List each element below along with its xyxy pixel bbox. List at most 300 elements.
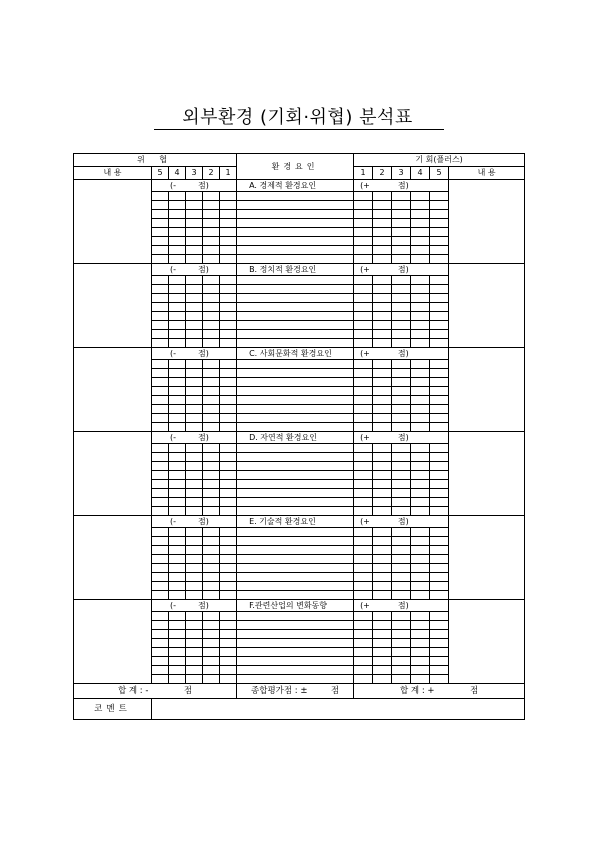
threat-score-cell[interactable] [220, 471, 237, 480]
threat-score-cell[interactable] [152, 321, 169, 330]
factor-entry-cell[interactable] [237, 330, 354, 339]
threat-score-cell[interactable] [186, 219, 203, 228]
threat-score-cell[interactable] [152, 414, 169, 423]
threat-score-cell[interactable] [203, 555, 220, 564]
threat-score-cell[interactable] [152, 201, 169, 210]
threat-score-cell[interactable] [186, 648, 203, 657]
threat-score-cell[interactable] [169, 210, 186, 219]
opportunity-score-cell[interactable] [373, 330, 392, 339]
threat-score-cell[interactable] [169, 246, 186, 255]
opportunity-score-cell[interactable] [373, 423, 392, 432]
opportunity-score-cell[interactable] [392, 480, 411, 489]
opportunity-score-cell[interactable] [354, 444, 373, 453]
factor-entry-cell[interactable] [237, 675, 354, 684]
threat-score-cell[interactable] [203, 237, 220, 246]
threat-score-cell[interactable] [186, 507, 203, 516]
opportunity-score-cell[interactable] [373, 591, 392, 600]
opportunity-content-cell[interactable] [449, 264, 525, 348]
opportunity-score-cell[interactable] [373, 630, 392, 639]
factor-entry-cell[interactable] [237, 219, 354, 228]
factor-entry-cell[interactable] [237, 201, 354, 210]
threat-score-cell[interactable] [220, 591, 237, 600]
threat-score-cell[interactable] [203, 564, 220, 573]
threat-score-cell[interactable] [152, 498, 169, 507]
opportunity-score-cell[interactable] [392, 639, 411, 648]
threat-score-cell[interactable] [220, 285, 237, 294]
factor-entry-cell[interactable] [237, 285, 354, 294]
opportunity-score-cell[interactable] [354, 555, 373, 564]
opportunity-score-cell[interactable] [411, 255, 430, 264]
opportunity-score-cell[interactable] [354, 396, 373, 405]
threat-score-cell[interactable] [203, 276, 220, 285]
opportunity-score-cell[interactable] [392, 303, 411, 312]
threat-score-cell[interactable] [203, 498, 220, 507]
threat-score-cell[interactable] [152, 453, 169, 462]
threat-score-cell[interactable] [186, 330, 203, 339]
opportunity-score-cell[interactable] [373, 405, 392, 414]
opportunity-score-cell[interactable] [411, 573, 430, 582]
opportunity-score-cell[interactable] [354, 564, 373, 573]
opportunity-score-cell[interactable] [392, 675, 411, 684]
opportunity-score-cell[interactable] [430, 339, 449, 348]
threat-score-cell[interactable] [203, 444, 220, 453]
threat-score-cell[interactable] [152, 612, 169, 621]
threat-score-cell[interactable] [203, 489, 220, 498]
threat-score-cell[interactable] [220, 675, 237, 684]
threat-score-cell[interactable] [169, 489, 186, 498]
opportunity-score-cell[interactable] [430, 621, 449, 630]
opportunity-score-cell[interactable] [411, 396, 430, 405]
opportunity-score-cell[interactable] [430, 360, 449, 369]
threat-score-cell[interactable] [169, 378, 186, 387]
threat-score-cell[interactable] [169, 414, 186, 423]
opportunity-score-cell[interactable] [392, 405, 411, 414]
threat-score-cell[interactable] [169, 591, 186, 600]
threat-score-cell[interactable] [220, 657, 237, 666]
opportunity-score-cell[interactable] [430, 453, 449, 462]
opportunity-score-cell[interactable] [411, 378, 430, 387]
factor-entry-cell[interactable] [237, 582, 354, 591]
opportunity-score-cell[interactable] [373, 246, 392, 255]
threat-score-cell[interactable] [186, 303, 203, 312]
opportunity-score-cell[interactable] [392, 471, 411, 480]
opportunity-score-cell[interactable] [430, 591, 449, 600]
opportunity-score-cell[interactable] [392, 276, 411, 285]
threat-score-cell[interactable] [220, 462, 237, 471]
opportunity-score-cell[interactable] [430, 537, 449, 546]
threat-content-cell[interactable] [74, 348, 152, 432]
opportunity-score-cell[interactable] [392, 285, 411, 294]
threat-score-cell[interactable] [152, 360, 169, 369]
threat-score-cell[interactable] [169, 219, 186, 228]
threat-score-cell[interactable] [169, 648, 186, 657]
factor-entry-cell[interactable] [237, 648, 354, 657]
threat-score-cell[interactable] [169, 360, 186, 369]
opportunity-score-cell[interactable] [411, 312, 430, 321]
opportunity-score-cell[interactable] [411, 528, 430, 537]
opportunity-score-cell[interactable] [392, 228, 411, 237]
opportunity-score-cell[interactable] [354, 546, 373, 555]
factor-entry-cell[interactable] [237, 312, 354, 321]
threat-score-cell[interactable] [169, 573, 186, 582]
factor-entry-cell[interactable] [237, 396, 354, 405]
threat-score-cell[interactable] [220, 498, 237, 507]
threat-score-cell[interactable] [169, 201, 186, 210]
opportunity-score-cell[interactable] [354, 489, 373, 498]
threat-score-cell[interactable] [220, 612, 237, 621]
threat-score-cell[interactable] [203, 591, 220, 600]
opportunity-score-cell[interactable] [354, 237, 373, 246]
opportunity-score-cell[interactable] [411, 591, 430, 600]
threat-score-cell[interactable] [169, 423, 186, 432]
opportunity-score-cell[interactable] [392, 648, 411, 657]
opportunity-score-cell[interactable] [430, 237, 449, 246]
threat-score-cell[interactable] [186, 294, 203, 303]
opportunity-content-cell[interactable] [449, 348, 525, 432]
opportunity-score-cell[interactable] [430, 666, 449, 675]
threat-score-cell[interactable] [169, 498, 186, 507]
threat-score-cell[interactable] [220, 573, 237, 582]
threat-score-cell[interactable] [152, 312, 169, 321]
opportunity-score-cell[interactable] [411, 321, 430, 330]
opportunity-score-cell[interactable] [354, 612, 373, 621]
opportunity-score-cell[interactable] [354, 219, 373, 228]
opportunity-score-cell[interactable] [430, 330, 449, 339]
threat-score-cell[interactable] [152, 666, 169, 675]
threat-score-cell[interactable] [220, 228, 237, 237]
threat-score-cell[interactable] [152, 405, 169, 414]
opportunity-score-cell[interactable] [430, 210, 449, 219]
threat-score-cell[interactable] [203, 507, 220, 516]
threat-score-cell[interactable] [203, 573, 220, 582]
threat-score-cell[interactable] [169, 237, 186, 246]
threat-content-cell[interactable] [74, 432, 152, 516]
opportunity-score-cell[interactable] [411, 537, 430, 546]
threat-score-cell[interactable] [152, 444, 169, 453]
threat-score-cell[interactable] [220, 369, 237, 378]
threat-score-cell[interactable] [203, 423, 220, 432]
opportunity-score-cell[interactable] [430, 378, 449, 387]
opportunity-score-cell[interactable] [411, 462, 430, 471]
threat-score-cell[interactable] [169, 657, 186, 666]
threat-score-cell[interactable] [186, 462, 203, 471]
threat-score-cell[interactable] [203, 321, 220, 330]
threat-score-cell[interactable] [186, 471, 203, 480]
opportunity-score-cell[interactable] [373, 498, 392, 507]
threat-score-cell[interactable] [186, 360, 203, 369]
threat-score-cell[interactable] [186, 405, 203, 414]
opportunity-score-cell[interactable] [392, 321, 411, 330]
opportunity-score-cell[interactable] [411, 453, 430, 462]
threat-score-cell[interactable] [203, 453, 220, 462]
opportunity-score-cell[interactable] [373, 228, 392, 237]
opportunity-score-cell[interactable] [392, 591, 411, 600]
threat-score-cell[interactable] [220, 201, 237, 210]
opportunity-score-cell[interactable] [354, 369, 373, 378]
threat-score-cell[interactable] [152, 246, 169, 255]
threat-score-cell[interactable] [203, 192, 220, 201]
threat-score-cell[interactable] [220, 339, 237, 348]
threat-score-cell[interactable] [186, 612, 203, 621]
opportunity-score-cell[interactable] [430, 228, 449, 237]
threat-score-cell[interactable] [203, 246, 220, 255]
opportunity-score-cell[interactable] [373, 528, 392, 537]
opportunity-score-cell[interactable] [430, 546, 449, 555]
threat-score-cell[interactable] [169, 582, 186, 591]
threat-score-cell[interactable] [220, 396, 237, 405]
opportunity-score-cell[interactable] [411, 648, 430, 657]
opportunity-score-cell[interactable] [411, 612, 430, 621]
opportunity-score-cell[interactable] [392, 507, 411, 516]
opportunity-score-cell[interactable] [411, 192, 430, 201]
threat-score-cell[interactable] [152, 396, 169, 405]
threat-score-cell[interactable] [203, 582, 220, 591]
opportunity-content-cell[interactable] [449, 432, 525, 516]
opportunity-score-cell[interactable] [430, 507, 449, 516]
threat-score-cell[interactable] [152, 387, 169, 396]
threat-score-cell[interactable] [220, 639, 237, 648]
opportunity-score-cell[interactable] [373, 462, 392, 471]
opportunity-score-cell[interactable] [373, 648, 392, 657]
threat-score-cell[interactable] [152, 462, 169, 471]
opportunity-score-cell[interactable] [354, 321, 373, 330]
threat-score-cell[interactable] [220, 546, 237, 555]
threat-score-cell[interactable] [169, 303, 186, 312]
threat-score-cell[interactable] [186, 564, 203, 573]
opportunity-score-cell[interactable] [430, 369, 449, 378]
threat-score-cell[interactable] [186, 201, 203, 210]
threat-score-cell[interactable] [169, 255, 186, 264]
threat-score-cell[interactable] [152, 657, 169, 666]
threat-score-cell[interactable] [203, 675, 220, 684]
threat-score-cell[interactable] [203, 360, 220, 369]
threat-score-cell[interactable] [152, 480, 169, 489]
threat-score-cell[interactable] [169, 546, 186, 555]
opportunity-score-cell[interactable] [373, 507, 392, 516]
opportunity-score-cell[interactable] [430, 276, 449, 285]
threat-score-cell[interactable] [220, 423, 237, 432]
opportunity-score-cell[interactable] [430, 489, 449, 498]
opportunity-score-cell[interactable] [392, 201, 411, 210]
opportunity-score-cell[interactable] [430, 423, 449, 432]
opportunity-score-cell[interactable] [430, 387, 449, 396]
opportunity-score-cell[interactable] [411, 564, 430, 573]
factor-entry-cell[interactable] [237, 666, 354, 675]
factor-entry-cell[interactable] [237, 621, 354, 630]
opportunity-score-cell[interactable] [373, 564, 392, 573]
factor-entry-cell[interactable] [237, 639, 354, 648]
threat-score-cell[interactable] [220, 219, 237, 228]
threat-score-cell[interactable] [203, 612, 220, 621]
opportunity-score-cell[interactable] [411, 471, 430, 480]
opportunity-score-cell[interactable] [354, 582, 373, 591]
threat-score-cell[interactable] [186, 555, 203, 564]
opportunity-score-cell[interactable] [354, 462, 373, 471]
factor-entry-cell[interactable] [237, 276, 354, 285]
opportunity-score-cell[interactable] [354, 210, 373, 219]
threat-score-cell[interactable] [152, 546, 169, 555]
threat-score-cell[interactable] [186, 666, 203, 675]
threat-score-cell[interactable] [220, 237, 237, 246]
threat-score-cell[interactable] [169, 639, 186, 648]
threat-score-cell[interactable] [186, 489, 203, 498]
opportunity-score-cell[interactable] [373, 639, 392, 648]
opportunity-score-cell[interactable] [392, 537, 411, 546]
threat-score-cell[interactable] [152, 294, 169, 303]
threat-score-cell[interactable] [220, 387, 237, 396]
opportunity-score-cell[interactable] [373, 192, 392, 201]
factor-entry-cell[interactable] [237, 303, 354, 312]
opportunity-score-cell[interactable] [430, 630, 449, 639]
opportunity-score-cell[interactable] [354, 303, 373, 312]
threat-score-cell[interactable] [220, 582, 237, 591]
opportunity-score-cell[interactable] [411, 639, 430, 648]
threat-score-cell[interactable] [152, 339, 169, 348]
threat-score-cell[interactable] [220, 444, 237, 453]
threat-score-cell[interactable] [203, 666, 220, 675]
opportunity-content-cell[interactable] [449, 180, 525, 264]
opportunity-score-cell[interactable] [411, 285, 430, 294]
opportunity-score-cell[interactable] [373, 396, 392, 405]
opportunity-score-cell[interactable] [411, 666, 430, 675]
threat-score-cell[interactable] [203, 285, 220, 294]
factor-entry-cell[interactable] [237, 462, 354, 471]
opportunity-score-cell[interactable] [373, 582, 392, 591]
factor-entry-cell[interactable] [237, 528, 354, 537]
threat-score-cell[interactable] [220, 555, 237, 564]
opportunity-score-cell[interactable] [411, 210, 430, 219]
threat-score-cell[interactable] [152, 573, 169, 582]
opportunity-score-cell[interactable] [392, 498, 411, 507]
threat-score-cell[interactable] [203, 312, 220, 321]
opportunity-score-cell[interactable] [430, 462, 449, 471]
threat-score-cell[interactable] [169, 192, 186, 201]
threat-score-cell[interactable] [186, 339, 203, 348]
factor-entry-cell[interactable] [237, 369, 354, 378]
opportunity-score-cell[interactable] [354, 480, 373, 489]
opportunity-score-cell[interactable] [411, 369, 430, 378]
opportunity-score-cell[interactable] [392, 237, 411, 246]
opportunity-score-cell[interactable] [354, 414, 373, 423]
threat-score-cell[interactable] [169, 564, 186, 573]
opportunity-score-cell[interactable] [354, 192, 373, 201]
opportunity-score-cell[interactable] [411, 621, 430, 630]
threat-score-cell[interactable] [169, 507, 186, 516]
opportunity-score-cell[interactable] [373, 489, 392, 498]
threat-score-cell[interactable] [186, 573, 203, 582]
opportunity-score-cell[interactable] [430, 246, 449, 255]
factor-entry-cell[interactable] [237, 564, 354, 573]
threat-score-cell[interactable] [169, 387, 186, 396]
factor-entry-cell[interactable] [237, 471, 354, 480]
factor-entry-cell[interactable] [237, 453, 354, 462]
opportunity-score-cell[interactable] [411, 360, 430, 369]
opportunity-score-cell[interactable] [430, 312, 449, 321]
threat-score-cell[interactable] [186, 246, 203, 255]
threat-score-cell[interactable] [169, 462, 186, 471]
opportunity-score-cell[interactable] [430, 192, 449, 201]
opportunity-score-cell[interactable] [430, 480, 449, 489]
threat-score-cell[interactable] [203, 387, 220, 396]
opportunity-score-cell[interactable] [411, 339, 430, 348]
threat-score-cell[interactable] [169, 612, 186, 621]
threat-score-cell[interactable] [169, 444, 186, 453]
opportunity-score-cell[interactable] [411, 582, 430, 591]
threat-score-cell[interactable] [169, 405, 186, 414]
threat-score-cell[interactable] [203, 546, 220, 555]
threat-score-cell[interactable] [186, 546, 203, 555]
opportunity-score-cell[interactable] [373, 321, 392, 330]
opportunity-score-cell[interactable] [392, 546, 411, 555]
opportunity-score-cell[interactable] [354, 648, 373, 657]
threat-score-cell[interactable] [203, 255, 220, 264]
threat-score-cell[interactable] [169, 276, 186, 285]
opportunity-score-cell[interactable] [392, 210, 411, 219]
threat-score-cell[interactable] [220, 414, 237, 423]
opportunity-score-cell[interactable] [392, 666, 411, 675]
opportunity-score-cell[interactable] [430, 219, 449, 228]
opportunity-score-cell[interactable] [411, 237, 430, 246]
opportunity-content-cell[interactable] [449, 600, 525, 684]
threat-score-cell[interactable] [203, 294, 220, 303]
opportunity-score-cell[interactable] [430, 444, 449, 453]
opportunity-score-cell[interactable] [354, 507, 373, 516]
threat-score-cell[interactable] [152, 423, 169, 432]
threat-score-cell[interactable] [169, 480, 186, 489]
factor-entry-cell[interactable] [237, 546, 354, 555]
opportunity-score-cell[interactable] [392, 387, 411, 396]
threat-score-cell[interactable] [186, 396, 203, 405]
threat-score-cell[interactable] [152, 471, 169, 480]
threat-score-cell[interactable] [203, 480, 220, 489]
opportunity-score-cell[interactable] [392, 312, 411, 321]
opportunity-score-cell[interactable] [373, 237, 392, 246]
threat-score-cell[interactable] [169, 294, 186, 303]
threat-score-cell[interactable] [152, 369, 169, 378]
opportunity-score-cell[interactable] [392, 414, 411, 423]
opportunity-score-cell[interactable] [411, 507, 430, 516]
threat-score-cell[interactable] [169, 471, 186, 480]
threat-score-cell[interactable] [203, 471, 220, 480]
opportunity-score-cell[interactable] [392, 294, 411, 303]
threat-score-cell[interactable] [169, 285, 186, 294]
opportunity-score-cell[interactable] [430, 648, 449, 657]
threat-score-cell[interactable] [220, 303, 237, 312]
opportunity-score-cell[interactable] [373, 369, 392, 378]
threat-score-cell[interactable] [203, 462, 220, 471]
opportunity-score-cell[interactable] [373, 471, 392, 480]
factor-entry-cell[interactable] [237, 414, 354, 423]
threat-score-cell[interactable] [203, 378, 220, 387]
opportunity-score-cell[interactable] [430, 582, 449, 591]
threat-score-cell[interactable] [186, 639, 203, 648]
opportunity-score-cell[interactable] [373, 378, 392, 387]
threat-score-cell[interactable] [152, 489, 169, 498]
threat-score-cell[interactable] [186, 387, 203, 396]
opportunity-score-cell[interactable] [392, 612, 411, 621]
opportunity-score-cell[interactable] [392, 489, 411, 498]
threat-score-cell[interactable] [220, 378, 237, 387]
opportunity-score-cell[interactable] [354, 573, 373, 582]
factor-entry-cell[interactable] [237, 255, 354, 264]
threat-score-cell[interactable] [186, 237, 203, 246]
opportunity-score-cell[interactable] [430, 564, 449, 573]
threat-score-cell[interactable] [203, 657, 220, 666]
opportunity-score-cell[interactable] [430, 555, 449, 564]
opportunity-score-cell[interactable] [411, 555, 430, 564]
factor-entry-cell[interactable] [237, 480, 354, 489]
threat-score-cell[interactable] [169, 675, 186, 684]
